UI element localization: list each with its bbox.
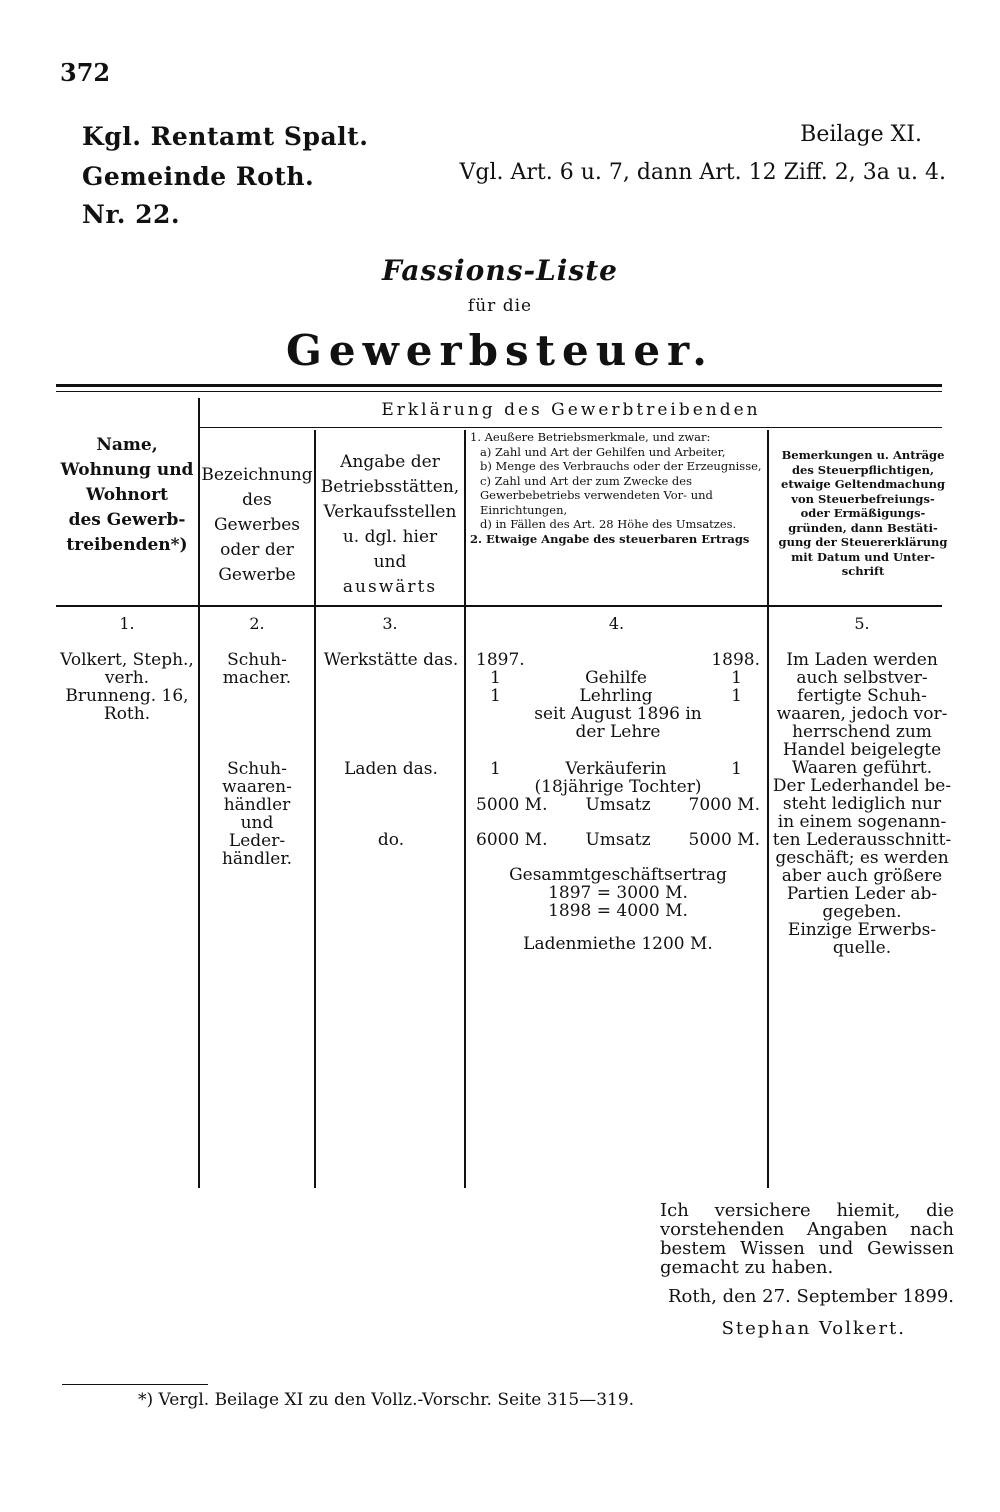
col-number: 5.: [854, 614, 870, 633]
article-reference: Vgl. Art. 6 u. 7, dann Art. 12 Ziff. 2, 3a u. 4.: [459, 160, 946, 185]
premises-workshop: Werkstätte das.: [323, 650, 459, 670]
total-business-income: Gesammtgeschäftsertrag 1897 = 3000 M. 1898 = 4000 M.: [509, 865, 727, 921]
signature-name: Stephan Volkert.: [721, 1318, 906, 1339]
remarks: Im Laden werden auch selbstver- fertigte Schuh- waaren, jedoch vor- herrschend zum Handel beigelegte Waaren geführt. Der Lederhandel be- steht lediglich nur in einem sogenann- ten Lederausschnitt- geschäft; es werden aber auch größere Partien Leder ab- gegeben. Einzige Erwerbs- quelle.: [772, 650, 952, 958]
trade-dealer: Schuh- waaren- händler und Leder- händler.: [221, 759, 293, 869]
office-line: Kgl. Rentamt Spalt.: [82, 122, 369, 151]
turnover-leather: 6000 M. Umsatz 5000 M.: [476, 830, 760, 850]
appendix-label: Beilage XI.: [800, 122, 922, 147]
form-subtitle: für die: [467, 296, 533, 316]
premises-ditto: do.: [377, 830, 405, 850]
business-characteristics: 1897. 1898. 1 Gehilfe 1 1 Lehrling 1 seit August 1896 in der Lehre: [476, 650, 760, 742]
business-characteristics-shop: 1 Verkäuferin 1 (18jährige Tochter) 5000 M. Umsatz 7000 M.: [476, 759, 760, 815]
col4-header: 1. Aeußere Betriebsmerkmale, und zwar: a) Zahl und Art der Gehilfen und Arbeiter, b) Menge des Verbrauchs oder der Erzeugnisse, c) Zahl und Art der zum Zwecke des Gewerbebetriebs verwendeten Vor- und Einrichtungen, d) in Fällen des Art. 28 Höhe des Umsatzes. 2. Etwaige Angabe des steuerbaren Ertrags: [470, 430, 762, 546]
group-header: Erklärung des Gewerbtreibenden: [381, 400, 761, 420]
taxpayer-name-address: Volkert, Steph., verh. Brunneng. 16, Roth.: [60, 650, 194, 724]
col-number: 1.: [119, 614, 135, 633]
col1-header: Name, Wohnung und Wohnort des Gewerb- treibenden*): [60, 435, 194, 555]
page-number: 372: [60, 58, 111, 87]
shop-rent: Ladenmiethe 1200 M.: [523, 934, 713, 954]
col3-header: Angabe der Betriebsstätten, Verkaufsstellen u. dgl. hier und auswärts: [320, 452, 460, 597]
form-main-title: Gewerbsteuer.: [286, 326, 714, 375]
group-header-rule: [198, 427, 942, 428]
declaration-text: Ich versichere hiemit, die vorstehenden Angaben nach bestem Wissen und Gewissen gemacht zu haben.: [660, 1200, 954, 1278]
col-number: 3.: [382, 614, 398, 633]
header-bottom-rule: [56, 605, 942, 607]
col-number: 2.: [249, 614, 265, 633]
table-top-rule: [56, 384, 942, 387]
col2-header: Bezeichnung des Gewerbes oder der Gewerbe: [201, 465, 313, 585]
municipality-line: Gemeinde Roth.: [82, 162, 315, 191]
form-title: Fassions-Liste: [382, 254, 618, 287]
footnote: *) Vergl. Beilage XI zu den Vollz.-Vorschr. Seite 315—319.: [138, 1390, 635, 1410]
list-number: Nr. 22.: [82, 200, 181, 229]
footnote-rule: [62, 1384, 208, 1385]
col5-header: Bemerkungen u. Anträge des Steuerpflichtigen, etwaige Geltendmachung von Steuerbefreiungs- oder Ermäßigungs- gründen, dann Bestäti- gung der Steuererklärung mit Datum und Unter- schrift: [778, 448, 948, 578]
col-number: 4.: [608, 614, 625, 633]
premises-shop: Laden das.: [344, 759, 438, 779]
signature-place-date: Roth, den 27. September 1899.: [668, 1286, 954, 1307]
column-divider: [464, 430, 466, 1188]
table-top-rule-thin: [56, 391, 942, 392]
trade-shoemaker: Schuh- macher.: [222, 650, 292, 688]
